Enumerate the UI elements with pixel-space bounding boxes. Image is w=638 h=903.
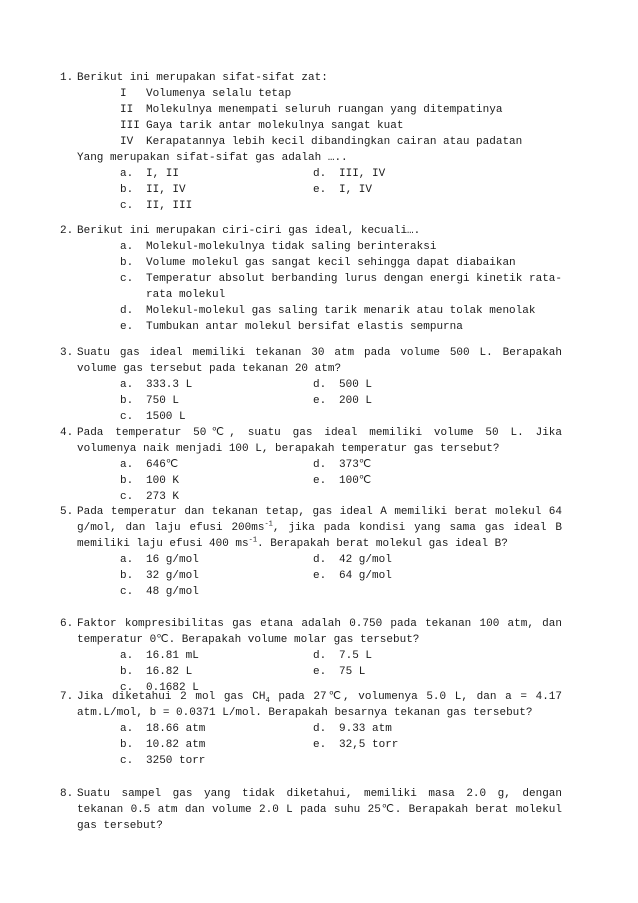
question-text: Suatu sampel gas yang tidak diketahui, memiliki masa 2.0 g, dengan tekanan 0.5 atm dan volume 2.0 L pada suhu 25℃. Berapakah berat molekul gas tersebut?	[77, 788, 569, 832]
question-trail-text: Yang merupakan sifat-sifat gas adalah …..	[77, 152, 348, 164]
question-number: 7.	[60, 691, 74, 703]
option-b[interactable]: b. 750 L	[120, 395, 180, 407]
option-d[interactable]: d. 9.33 atm	[313, 723, 392, 735]
option-e[interactable]: e. 200 L	[313, 395, 373, 407]
answer-options	[60, 377, 562, 425]
question-text: Pada temperatur 50℃, suatu gas ideal memiliki volume 50 L. Jika volumenya naik menjadi 100 L, berapakah temperatur gas tersebut?	[77, 427, 569, 455]
option-b[interactable]: b. 16.82 L	[120, 666, 193, 678]
option-a[interactable]: a. 16 g/mol	[120, 554, 199, 566]
option-e[interactable]: e. I, IV	[313, 184, 373, 196]
option-e[interactable]: e. 64 g/mol	[313, 570, 392, 582]
statement-text: Kerapatannya lebih kecil dibandingkan cairan atau padatan	[146, 136, 523, 148]
question-number: 3.	[60, 347, 74, 359]
question-number: 6.	[60, 618, 74, 630]
statement-text: Molekulnya menempati seluruh ruangan yang ditempatinya	[146, 104, 503, 116]
option-c[interactable]: c. II, III	[120, 200, 193, 212]
option-b[interactable]: b. 10.82 atm	[120, 739, 206, 751]
option-a[interactable]: a. 333.3 L	[120, 379, 193, 391]
question-text: Jika diketahui 2 mol gas $CH_4$ pada 27℃, volumenya 5.0 L, dan a = 4.17 atm.L/mol, b = 0.0371 L/mol. Berapakah besarnya tekanan gas tersebut?	[77, 691, 569, 719]
option-d[interactable]: d. III, IV	[313, 168, 386, 180]
question-4	[60, 425, 569, 505]
question-3	[60, 345, 569, 425]
option-e[interactable]: e. Tumbukan antar molekul bersifat elastis sempurna	[120, 321, 463, 333]
statement-item	[120, 118, 562, 134]
answer-options	[60, 457, 562, 505]
question-number: 1.	[60, 72, 74, 84]
question-number: 5.	[60, 506, 74, 518]
statement-label: III	[120, 120, 140, 132]
answer-options	[60, 166, 562, 214]
statement-text: Volumenya selalu tetap	[146, 88, 292, 100]
option-b[interactable]: b. II, IV	[120, 184, 186, 196]
question-number: 4.	[60, 427, 74, 439]
answer-options	[60, 552, 562, 600]
option-e[interactable]: e. 75 L	[313, 666, 366, 678]
question-7	[60, 689, 569, 769]
option-c[interactable]: c. 3250 torr	[120, 755, 206, 767]
question-5	[60, 504, 569, 600]
question-text: Pada temperatur dan tekanan tetap, gas ideal A memiliki berat molekul 64 g/mol, dan laju efusi $200ms^{-1}$, jika pada kondisi yang sama gas ideal B memiliki laju efusi 400 $ms^{-1}$. Berapakah berat molekul gas ideal B?	[77, 506, 569, 550]
statement-label: IV	[120, 136, 134, 148]
option-c[interactable]: c. 1500 L	[120, 411, 186, 423]
option-d[interactable]: d. 500 L	[313, 379, 373, 391]
answer-options	[60, 239, 562, 335]
statement-item	[120, 86, 562, 102]
option-a[interactable]: a. I, II	[120, 168, 180, 180]
option-d[interactable]: d. 7.5 L	[313, 650, 373, 662]
statement-text: Gaya tarik antar molekulnya sangat kuat	[146, 120, 404, 132]
question-text: Berikut ini merupakan sifat-sifat zat:	[77, 72, 328, 84]
question-number: 8.	[60, 788, 74, 800]
question-8	[60, 786, 569, 834]
statement-list	[60, 86, 562, 150]
question-number: 2.	[60, 225, 74, 237]
question-text: Berikut ini merupakan ciri-ciri gas ideal, kecuali….	[77, 225, 421, 237]
option-d[interactable]: d. Molekul-molekul gas saling tarik menarik atau tolak menolak	[120, 305, 536, 317]
option-d[interactable]: d. 373℃	[313, 459, 372, 471]
answer-options	[60, 721, 562, 769]
option-a[interactable]: a. Molekul-molekulnya tidak saling berinteraksi	[120, 241, 437, 253]
question-6	[60, 616, 569, 696]
statement-item	[120, 102, 562, 118]
option-b[interactable]: b. 100 K	[120, 475, 180, 487]
option-a[interactable]: a. 16.81 mL	[120, 650, 199, 662]
option-d[interactable]: d. 42 g/mol	[313, 554, 392, 566]
statement-label: I	[120, 88, 127, 100]
option-e[interactable]: e. 100℃	[313, 475, 372, 487]
option-a[interactable]: a. 646℃	[120, 459, 179, 471]
question-text: Faktor kompresibilitas gas etana adalah 0.750 pada tekanan 100 atm, dan temperatur 0℃. Berapakah volume molar gas tersebut?	[77, 618, 569, 646]
option-b[interactable]: b. 32 g/mol	[120, 570, 199, 582]
question-text: Suatu gas ideal memiliki tekanan 30 atm pada volume 500 L. Berapakah volume gas tersebut pada tekanan 20 atm?	[77, 347, 569, 375]
option-c[interactable]: c. 48 g/mol	[120, 586, 199, 598]
option-c[interactable]: c. 0.1682 L	[120, 682, 199, 694]
option-c[interactable]: c. 273 K	[120, 491, 180, 503]
option-c[interactable]: c. Temperatur absolut berbanding lurus dengan energi kinetik rata-rata molekul	[120, 273, 562, 301]
statement-label: II	[120, 104, 134, 116]
question-1	[60, 70, 562, 214]
option-b[interactable]: b. Volume molekul gas sangat kecil sehingga dapat diabaikan	[120, 257, 516, 269]
option-e[interactable]: e. 32,5 torr	[313, 739, 399, 751]
question-2	[60, 223, 562, 335]
statement-item	[120, 134, 562, 150]
option-a[interactable]: a. 18.66 atm	[120, 723, 206, 735]
